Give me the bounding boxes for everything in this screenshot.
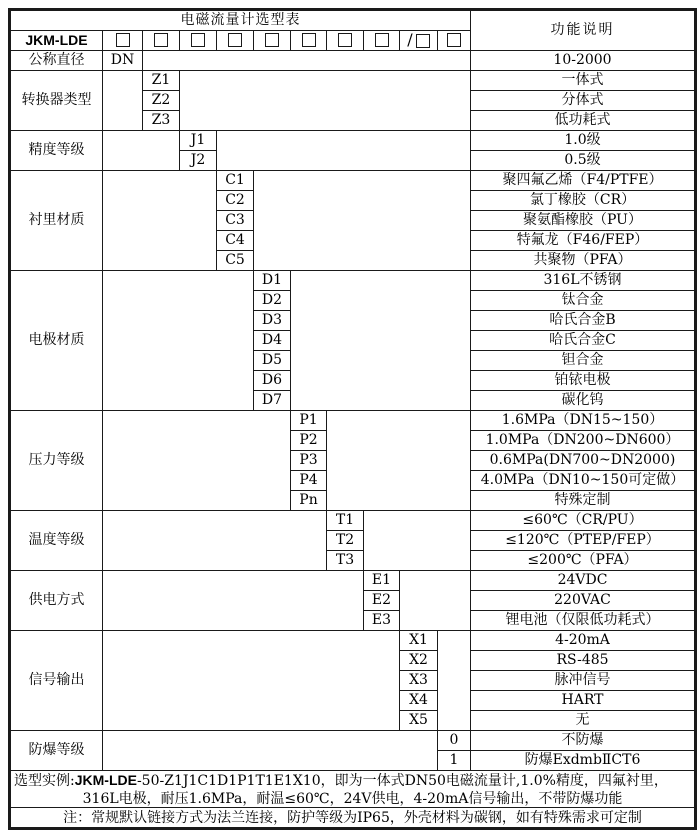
filler-cell [103, 131, 180, 171]
model-checkbox-cell-9 [400, 31, 438, 51]
filler-cell [438, 631, 471, 731]
code-j1: J1 [180, 131, 217, 151]
model-name: JKM-LDE [11, 31, 103, 51]
code-ex0: 0 [438, 731, 471, 751]
code-x1: X1 [400, 631, 438, 651]
code-e1: E1 [364, 571, 400, 591]
spec-label-dn: 公称直径 [11, 51, 103, 71]
filler-cell [254, 171, 471, 271]
desc-dn: 10-2000 [471, 51, 695, 71]
code-d6: D6 [254, 371, 291, 391]
code-d3: D3 [254, 311, 291, 331]
filler-cell [103, 171, 217, 271]
desc-t1: ≤60℃（CR/PU） [471, 511, 695, 531]
spec-label-temperature-rating: 温度等级 [11, 511, 103, 571]
code-p4: P4 [291, 471, 327, 491]
code-c1: C1 [217, 171, 254, 191]
code-p2: P2 [291, 431, 327, 451]
desc-c1: 聚四氟乙烯（F4/PTFE） [471, 171, 695, 191]
code-d4: D4 [254, 331, 291, 351]
desc-ex1: 防爆ExdmbⅡCT6 [471, 751, 695, 771]
code-x3: X3 [400, 671, 438, 691]
checkbox-2[interactable] [154, 33, 168, 47]
spec-label-pressure-rating: 压力等级 [11, 411, 103, 511]
code-z2: Z2 [143, 91, 180, 111]
filler-cell [103, 511, 327, 571]
slash-separator: / [407, 30, 413, 50]
filler-cell [217, 131, 471, 171]
desc-p2: 1.0MPa（DN200~DN600） [471, 431, 695, 451]
code-d1: D1 [254, 271, 291, 291]
desc-d5: 钽合金 [471, 351, 695, 371]
model-checkbox-cell-5 [254, 31, 291, 51]
desc-t3: ≤200℃（PFA） [471, 551, 695, 571]
code-t2: T2 [327, 531, 364, 551]
spec-label-signal-output: 信号输出 [11, 631, 103, 731]
filler-cell [327, 411, 471, 511]
desc-e3: 锂电池（仅限低功耗式） [471, 611, 695, 631]
filler-cell [180, 71, 471, 131]
desc-j1: 1.0级 [471, 131, 695, 151]
filler-cell [103, 731, 438, 771]
example-model-code: JKM-LDE [74, 772, 137, 788]
desc-d1: 316L不锈钢 [471, 271, 695, 291]
code-z3: Z3 [143, 111, 180, 131]
filler-cell [103, 271, 254, 411]
code-d5: D5 [254, 351, 291, 371]
checkbox-1[interactable] [116, 33, 130, 47]
desc-c5: 共聚物（PFA） [471, 251, 695, 271]
code-j2: J2 [180, 151, 217, 171]
code-ex1: 1 [438, 751, 471, 771]
code-c3: C3 [217, 211, 254, 231]
filler-cell [103, 411, 291, 511]
desc-e2: 220VAC [471, 591, 695, 611]
example-line-2: 316L电极，耐压1.6MPa，耐温≤60℃，24V供电，4-20mA信号输出，不带防爆功能 [82, 791, 623, 808]
model-checkbox-cell-3 [180, 31, 217, 51]
selection-example [11, 771, 695, 808]
desc-x2: RS-485 [471, 651, 695, 671]
filler-cell [103, 71, 143, 131]
checkbox-4[interactable] [228, 33, 242, 47]
desc-p3: 0.6MPa(DN700~DN2000) [471, 451, 695, 471]
desc-d3: 哈氏合金B [471, 311, 695, 331]
desc-z3: 低功耗式 [471, 111, 695, 131]
desc-ex0: 不防爆 [471, 731, 695, 751]
code-p1: P1 [291, 411, 327, 431]
code-x5: X5 [400, 711, 438, 731]
code-c5: C5 [217, 251, 254, 271]
desc-pn: 特殊定制 [471, 491, 695, 511]
desc-c2: 氯丁橡胶（CR） [471, 191, 695, 211]
model-checkbox-cell-1 [103, 31, 143, 51]
checkbox-10[interactable] [447, 33, 461, 47]
spec-label-accuracy: 精度等级 [11, 131, 103, 171]
desc-p4: 4.0MPa（DN10~150可定做） [471, 471, 695, 491]
code-x4: X4 [400, 691, 438, 711]
code-p3: P3 [291, 451, 327, 471]
function-column-header: 功能说明 [471, 11, 695, 51]
default-config-note: 注：常规默认链接方式为法兰连接，防护等级为IP65，外壳材料为碳钢，如有特殊需求可定制 [11, 808, 695, 828]
filler-cell [291, 271, 471, 411]
spec-label-power-supply: 供电方式 [11, 571, 103, 631]
example-prefix: 选型实例: [14, 773, 75, 789]
checkbox-8[interactable] [375, 33, 389, 47]
code-t1: T1 [327, 511, 364, 531]
checkbox-6[interactable] [302, 33, 316, 47]
model-checkbox-cell-6 [291, 31, 327, 51]
table-title: 电磁流量计选型表 [11, 11, 471, 31]
selection-table [8, 8, 697, 830]
example-code-string: -50-Z1J1C1D1P1T1E1X10，即为一体式DN50电磁流量计,1.0%精度，四氟衬里， [136, 773, 668, 789]
spec-label-electrode-material: 电极材质 [11, 271, 103, 411]
model-checkbox-cell-7 [327, 31, 364, 51]
code-z1: Z1 [143, 71, 180, 91]
code-d7: D7 [254, 391, 291, 411]
desc-x3: 脉冲信号 [471, 671, 695, 691]
code-c2: C2 [217, 191, 254, 211]
code-d2: D2 [254, 291, 291, 311]
spec-label-lining-material: 衬里材质 [11, 171, 103, 271]
desc-t2: ≤120℃（PTEP/FEP） [471, 531, 695, 551]
example-line-1 [11, 771, 694, 789]
code-pn: Pn [291, 491, 327, 511]
code-dn: DN [103, 51, 143, 71]
desc-c3: 聚氨酯橡胶（PU） [471, 211, 695, 231]
checkbox-9[interactable] [416, 34, 430, 48]
code-c4: C4 [217, 231, 254, 251]
desc-d7: 碳化钨 [471, 391, 695, 411]
checkbox-5[interactable] [265, 33, 279, 47]
code-x2: X2 [400, 651, 438, 671]
desc-x1: 4-20mA [471, 631, 695, 651]
desc-j2: 0.5级 [471, 151, 695, 171]
filler-cell [143, 51, 471, 71]
code-e2: E2 [364, 591, 400, 611]
filler-cell [103, 631, 400, 731]
code-t3: T3 [327, 551, 364, 571]
checkbox-3[interactable] [191, 33, 205, 47]
model-checkbox-cell-8 [364, 31, 400, 51]
desc-d4: 哈氏合金C [471, 331, 695, 351]
code-e3: E3 [364, 611, 400, 631]
desc-d2: 钛合金 [471, 291, 695, 311]
spec-label-converter-type: 转换器类型 [11, 71, 103, 131]
desc-z1: 一体式 [471, 71, 695, 91]
model-checkbox-cell-10 [438, 31, 471, 51]
desc-c4: 特氟龙（F46/FEP） [471, 231, 695, 251]
desc-p1: 1.6MPa（DN15~150） [471, 411, 695, 431]
desc-e1: 24VDC [471, 571, 695, 591]
spec-label-explosion-proof: 防爆等级 [11, 731, 103, 771]
model-checkbox-cell-4 [217, 31, 254, 51]
desc-d6: 铂铱电极 [471, 371, 695, 391]
desc-z2: 分体式 [471, 91, 695, 111]
checkbox-7[interactable] [338, 33, 352, 47]
filler-cell [103, 571, 364, 631]
model-checkbox-cell-2 [143, 31, 180, 51]
desc-x5: 无 [471, 711, 695, 731]
desc-x4: HART [471, 691, 695, 711]
filler-cell [364, 511, 471, 571]
filler-cell [400, 571, 471, 631]
